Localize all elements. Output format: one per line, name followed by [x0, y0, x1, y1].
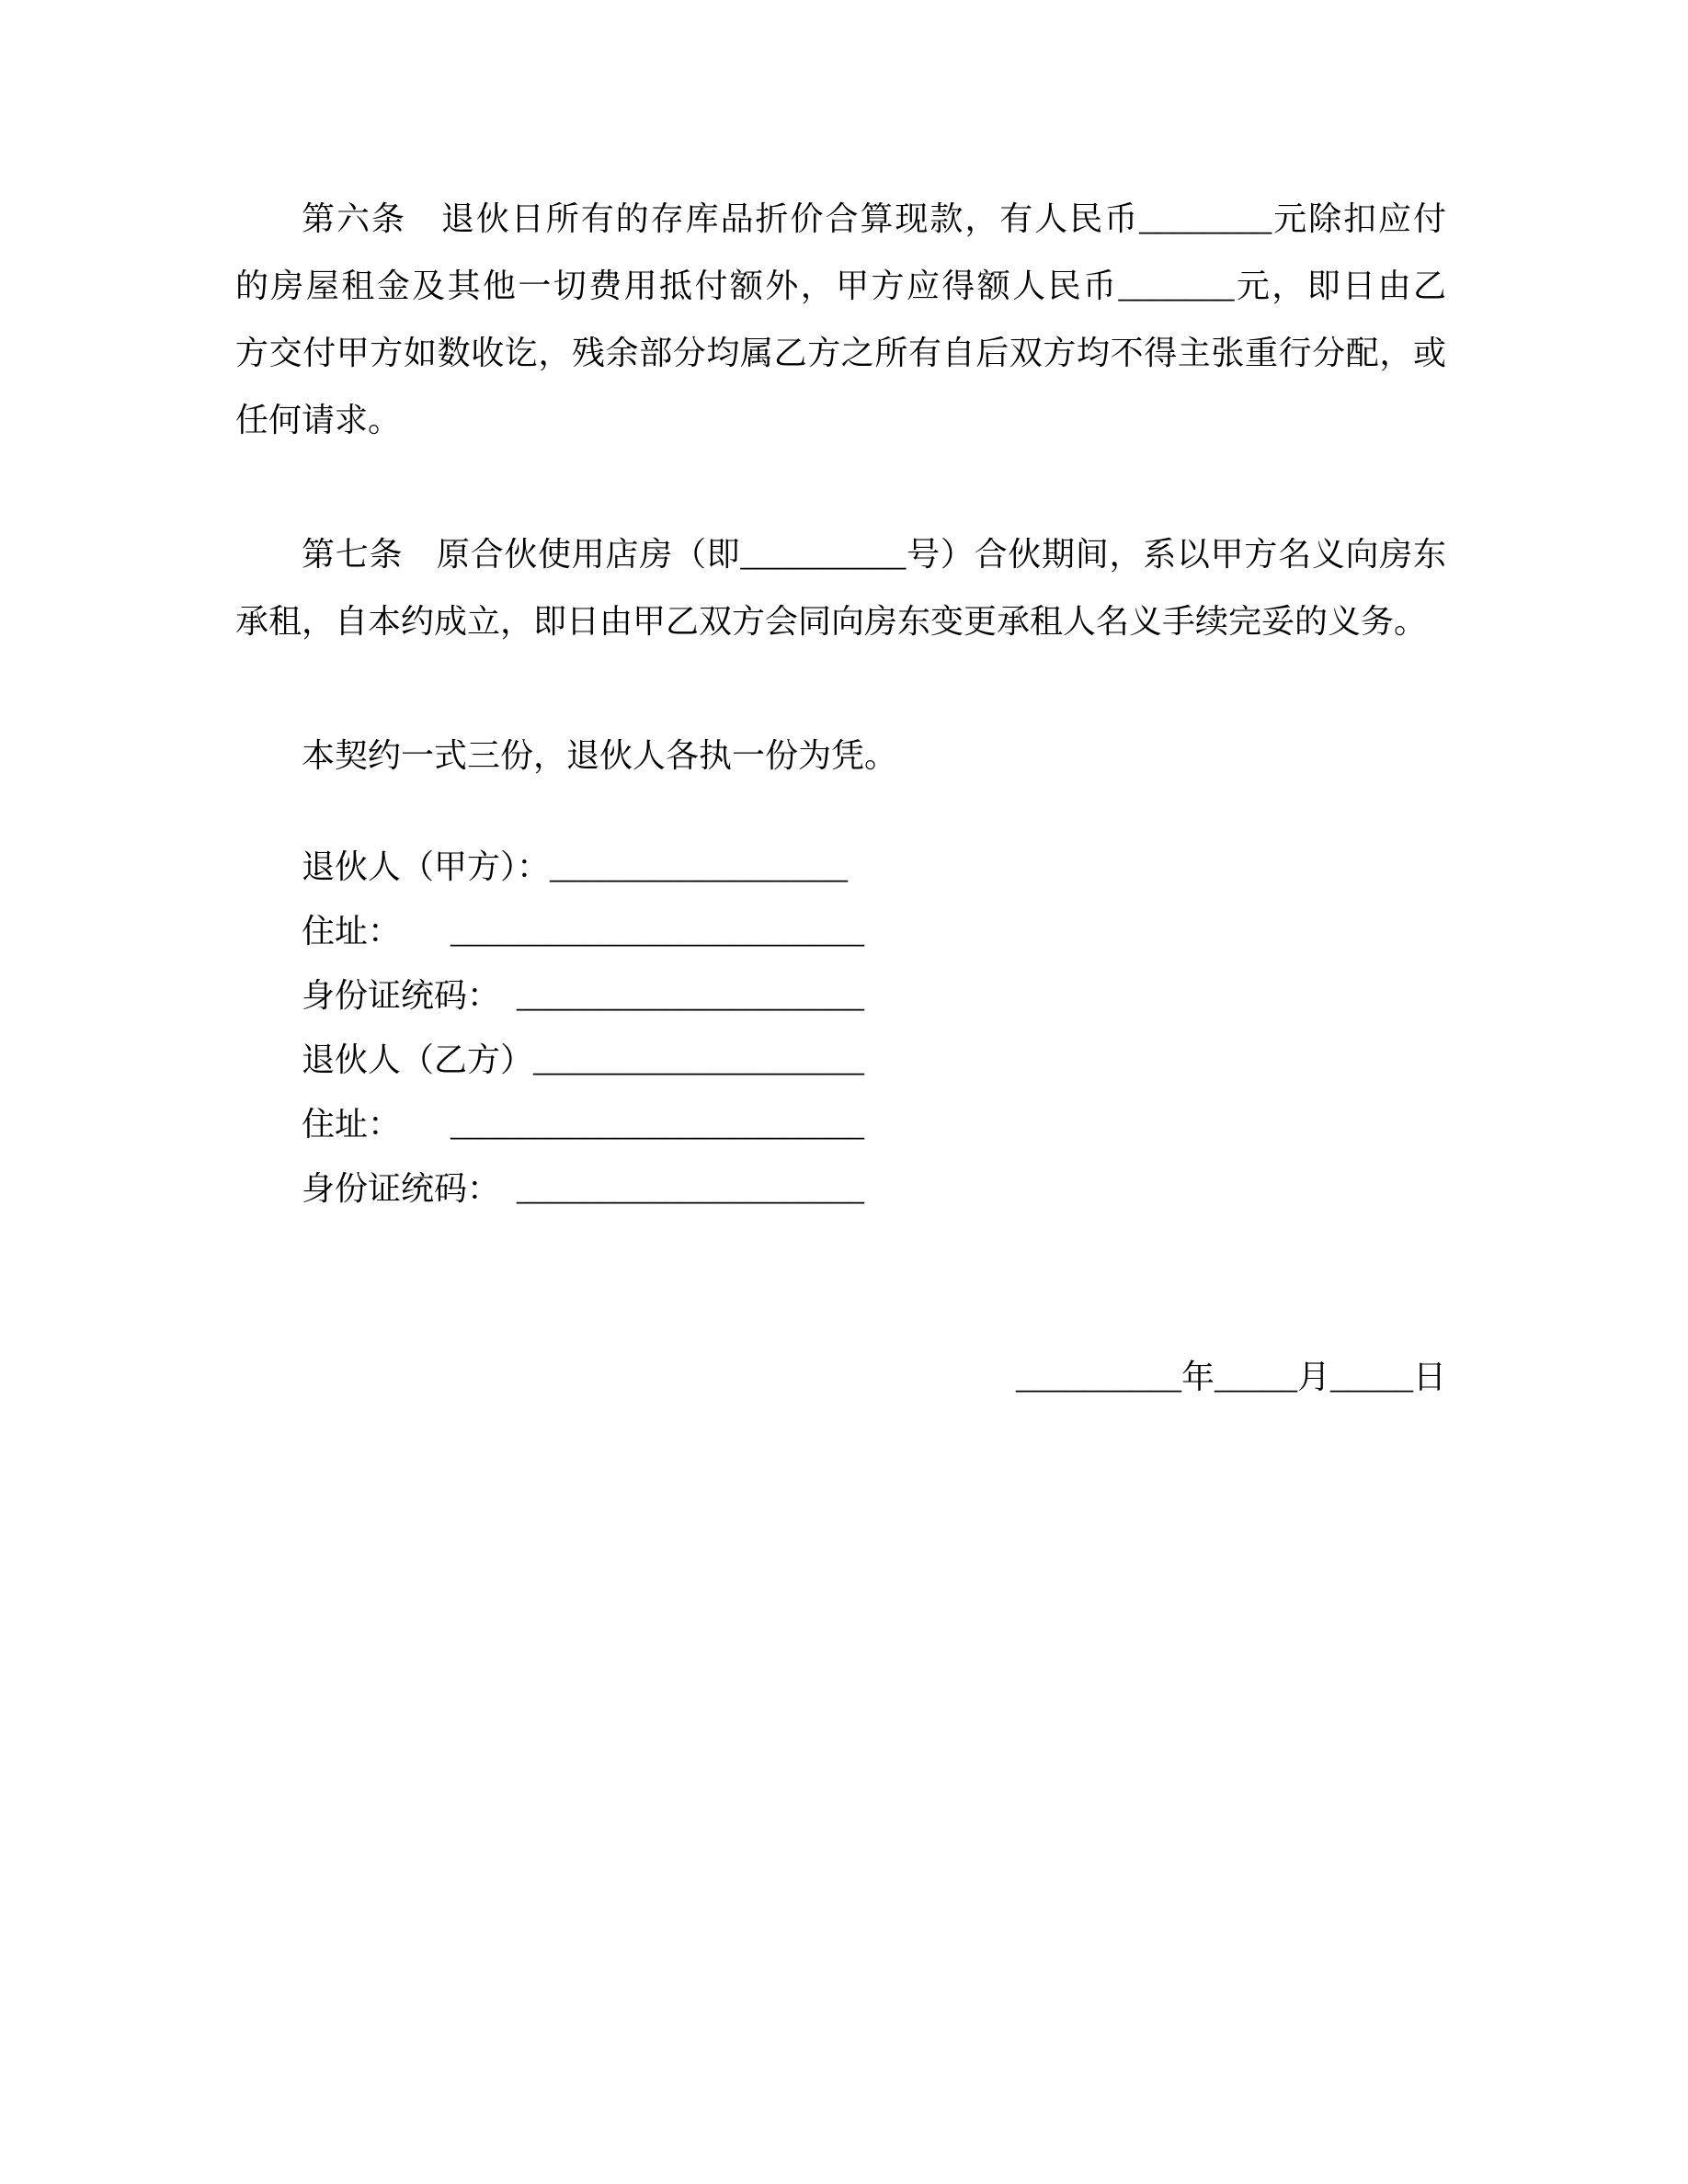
closing-statement [235, 722, 1446, 790]
date-line [235, 1344, 1446, 1411]
sig-party-b-name: 退伙人（乙方）____________________ [302, 1041, 865, 1078]
blank-line [235, 655, 1446, 722]
clause-six-line-3: 方交付甲方如数收讫，残余部分均属乙方之所有自后双方均不得主张重行分配，或 [235, 335, 1446, 371]
clause-seven-line-1: 第七条 原合伙使用店房（即__________号）合伙期间，系以甲方名义向房东 [302, 536, 1446, 573]
sig-party-a-address: 住址： _________________________ [302, 913, 865, 950]
sig-party-b-id: 身份证统码： _____________________ [302, 1170, 865, 1207]
signing-date: __________年_____月_____日 [1016, 1359, 1446, 1395]
clause-six [235, 186, 1446, 521]
document-content [235, 186, 1446, 1411]
signature-block [235, 835, 1446, 1221]
clause-seven-line-2: 承租，自本约成立，即日由甲乙双方会同向房东变更承租人名义手续完妥的义务。 [235, 603, 1428, 640]
clause-six-line-2: 的房屋租金及其他一切费用抵付额外，甲方应得额人民币_______元，即日由乙 [235, 267, 1446, 304]
clause-six-line-1: 第六条 退伙日所有的存库品折价合算现款，有人民币________元除扣应付 [302, 200, 1446, 237]
sig-party-b-address: 住址： _________________________ [302, 1106, 865, 1143]
clause-seven [235, 521, 1446, 722]
blank-line [235, 454, 1446, 521]
clause-six-line-4: 任何请求。 [235, 402, 402, 438]
sig-party-a-id: 身份证统码： _____________________ [302, 977, 865, 1014]
closing-line: 本契约一式三份，退伙人各执一份为凭。 [302, 737, 898, 774]
sig-party-a-name: 退伙人（甲方）：__________________ [302, 848, 849, 885]
